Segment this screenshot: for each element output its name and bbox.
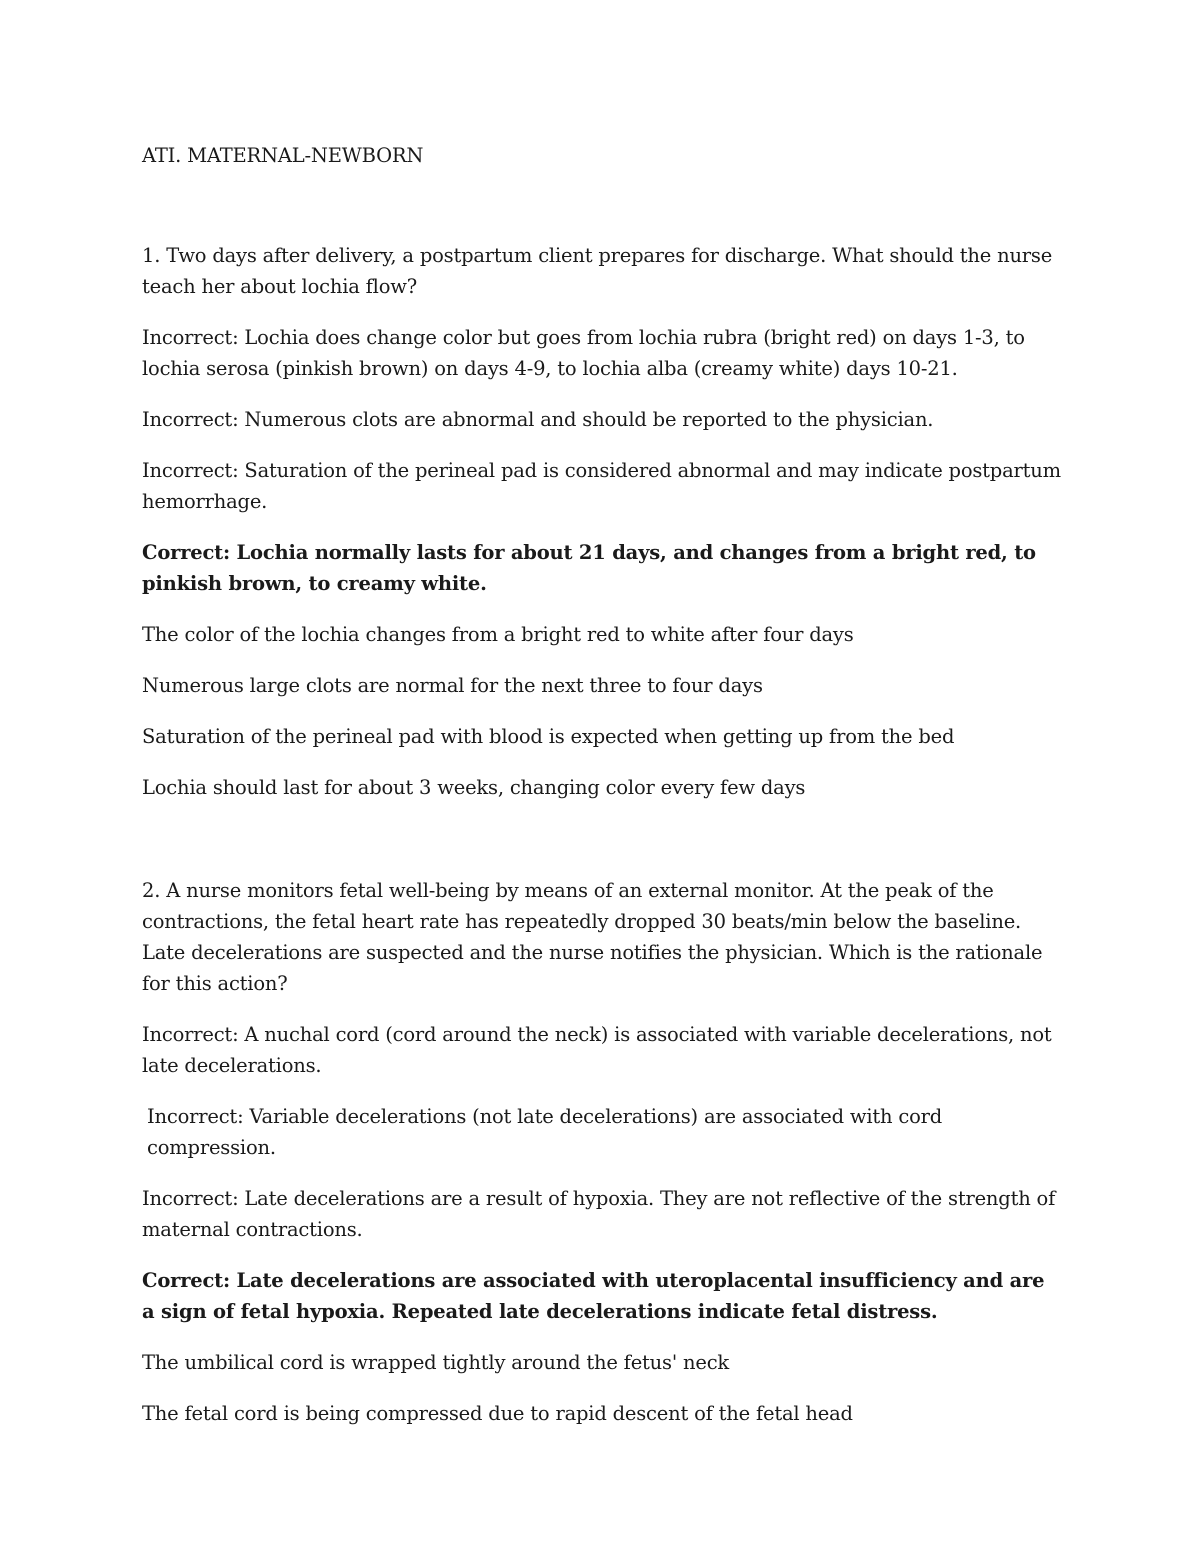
question-2 [142, 875, 1062, 1429]
rationale-incorrect: Incorrect: Saturation of the perineal pad is considered abnormal and may indicate postpartum hemorrhage. [142, 459, 1061, 513]
rationale-incorrect: Incorrect: Lochia does change color but goes from lochia rubra (bright red) on days 1-3, to lochia serosa (pinkish brown) on days 4-9, to lochia alba (creamy white) days 10-21. [142, 326, 1025, 380]
answer-option: Saturation of the perineal pad with blood is expected when getting up from the bed [142, 725, 955, 748]
document-title: ATI. MATERNAL-NEWBORN [142, 144, 424, 167]
rationale-incorrect: Incorrect: Late decelerations are a result of hypoxia. They are not reflective of the strength of maternal contractions. [142, 1187, 1056, 1241]
answer-option: The color of the lochia changes from a bright red to white after four days [142, 623, 854, 646]
answer-option: Numerous large clots are normal for the next three to four days [142, 674, 763, 697]
answer-option: The fetal cord is being compressed due to rapid descent of the fetal head [142, 1402, 853, 1425]
rationale-incorrect: Incorrect: A nuchal cord (cord around the neck) is associated with variable decelerations, not late decelerations. [142, 1023, 1052, 1077]
section-spacer [142, 823, 1062, 875]
document-body [142, 140, 1062, 1449]
question-1 [142, 240, 1062, 803]
rationale-incorrect: Incorrect: Variable decelerations (not late decelerations) are associated with cord compression. [147, 1105, 943, 1159]
question-text: 1. Two days after delivery, a postpartum client prepares for discharge. What should the nurse teach her about lochia flow? [142, 244, 1053, 298]
answer-option: Lochia should last for about 3 weeks, changing color every few days [142, 776, 806, 799]
answer-option: The umbilical cord is wrapped tightly around the fetus' neck [142, 1351, 730, 1374]
rationale-correct: Correct: Late decelerations are associated with uteroplacental insufficiency and are a sign of fetal hypoxia. Repeated late decelerations indicate fetal distress. [142, 1269, 1045, 1323]
rationale-incorrect: Incorrect: Numerous clots are abnormal and should be reported to the physician. [142, 408, 934, 431]
rationale-correct: Correct: Lochia normally lasts for about 21 days, and changes from a bright red, to pinkish brown, to creamy white. [142, 541, 1036, 595]
question-text: 2. A nurse monitors fetal well-being by means of an external monitor. At the peak of the contractions, the fetal heart rate has repeatedly dropped 30 beats/min below the baseline. Late decelerations are suspected and the nurse notifies the physician. Which is the rationale for this action? [142, 879, 1043, 995]
